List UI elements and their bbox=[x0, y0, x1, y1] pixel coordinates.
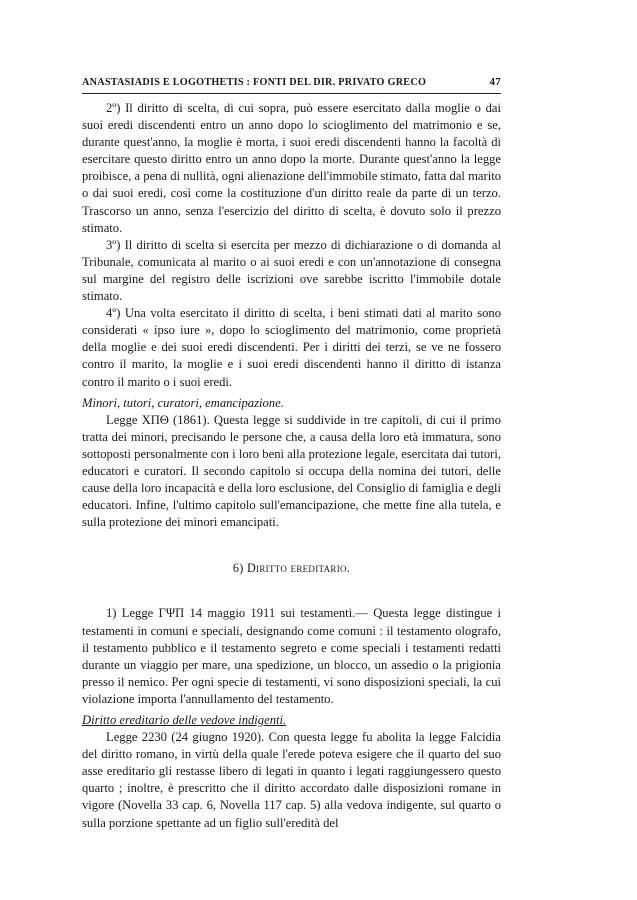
paragraph-minori: Legge ΧΠΘ (1861). Questa legge si suddivide in tre capitoli, di cui il primo tratta dei minori, precisando le persone che, a causa della loro età immatura, sono sottoposti personalmente con i loro beni alla protezione legale, esercitata dai tutori, educatori e curatori. Il secondo capitolo si occupa della nomina dei tutori, delle cause della loro incapacità e della loro esclusione, del Consiglio di famiglia e degli educatori. Infine, l'ultimo capitolo sull'emancipazione, che mette fine alla tutela, e sulla protezione dei minori emancipati. bbox=[82, 412, 501, 530]
paragraph-choice-right-4: 4º) Una volta esercitato il diritto di scelta, i beni stimati dati al marito sono considerati « ipso iure », dopo lo scioglimento del matrimonio, come proprietà della moglie e dei suoi eredi discendenti. Per i diritti dei terzi, se ve ne fossero contro il marito, la moglie e i suoi eredi discendenti hanno il diritto di istanza contro il marito o i suoi eredi. bbox=[82, 306, 501, 389]
page-body bbox=[82, 100, 501, 832]
subheading-vedove: Diritto ereditario delle vedove indigenti. bbox=[82, 713, 287, 727]
paragraph-choice-right-2: 2º) Il diritto di scelta, di cui sopra, può essere esercitato dalla moglie o dai suoi eredi discendenti entro un anno dopo lo scioglimento del matrimonio e se, durante quest'anno, la moglie è morta, i suoi eredi discendenti hanno la facoltà di esercitare questo diritto entro un anno dopo la morte. Durante quest'anno la legge proibisce, a pena di nullità, ogni alienazione dell'immobile stimato, fatta dal marito o dai suoi eredi, così come la costituzione d'un diritto reale da parte di un terzo. Trascorso un anno, senza l'esercizio del diritto di scelta, è dovuto solo il prezzo stimato. bbox=[82, 101, 501, 235]
paragraph-choice-right-3: 3º) Il diritto di scelta si esercita per mezzo di dichiarazione o di domanda al Tribunale, comunicata al marito o ai suoi eredi e con un'annotazione di consegna sul margine del registro delle iscrizioni ove sarebbe iscritto l'immobile dotale stimato. bbox=[82, 237, 501, 304]
header-title: ANASTASIADIS E LOGOTHETIS : FONTI DEL DIR. PRIVATO GRECO bbox=[82, 77, 427, 88]
paragraph-vedove: Legge 2230 (24 giugno 1920). Con questa legge fu abolita la legge Falcidia del diritto romano, in virtù della quale l'erede poteva esigere che il quarto del suo asse ereditario gli restasse libero di legati in quanto i legati raggiungessero questo quarto ; inoltre, è prescritto che il diritto accordato dalle disposizioni romane in vigore (Novella 33 cap. 6, Novella 117 cap. 5) alla vedova indigente, sul quarto o sulla porzione spettante ad un figlio sull'eredità del bbox=[82, 730, 501, 830]
subheading-minori: Minori, tutori, curatori, emancipazione. bbox=[82, 395, 284, 410]
header-rule bbox=[82, 93, 501, 94]
page-number: 47 bbox=[489, 76, 501, 88]
paragraph-testamenti: 1) Legge ΓΨΠ 14 maggio 1911 sui testamenti.— Questa legge distingue i testamenti in comuni e speciali, designando come comuni : il testamento olografo, il testamento pubblico e il testamento segreto e come speciali i testamenti redatti durante un viaggio per mare, una spedizione, un blocco, un assedio o la prigionia presso il nemico. Per ogni specie di testamenti, vi sono disposizioni speciali, la cui violazione importa l'annullamento del testamento. bbox=[82, 606, 501, 706]
running-header bbox=[82, 76, 501, 88]
section-title: 6) Diritto ereditario. bbox=[232, 561, 351, 576]
